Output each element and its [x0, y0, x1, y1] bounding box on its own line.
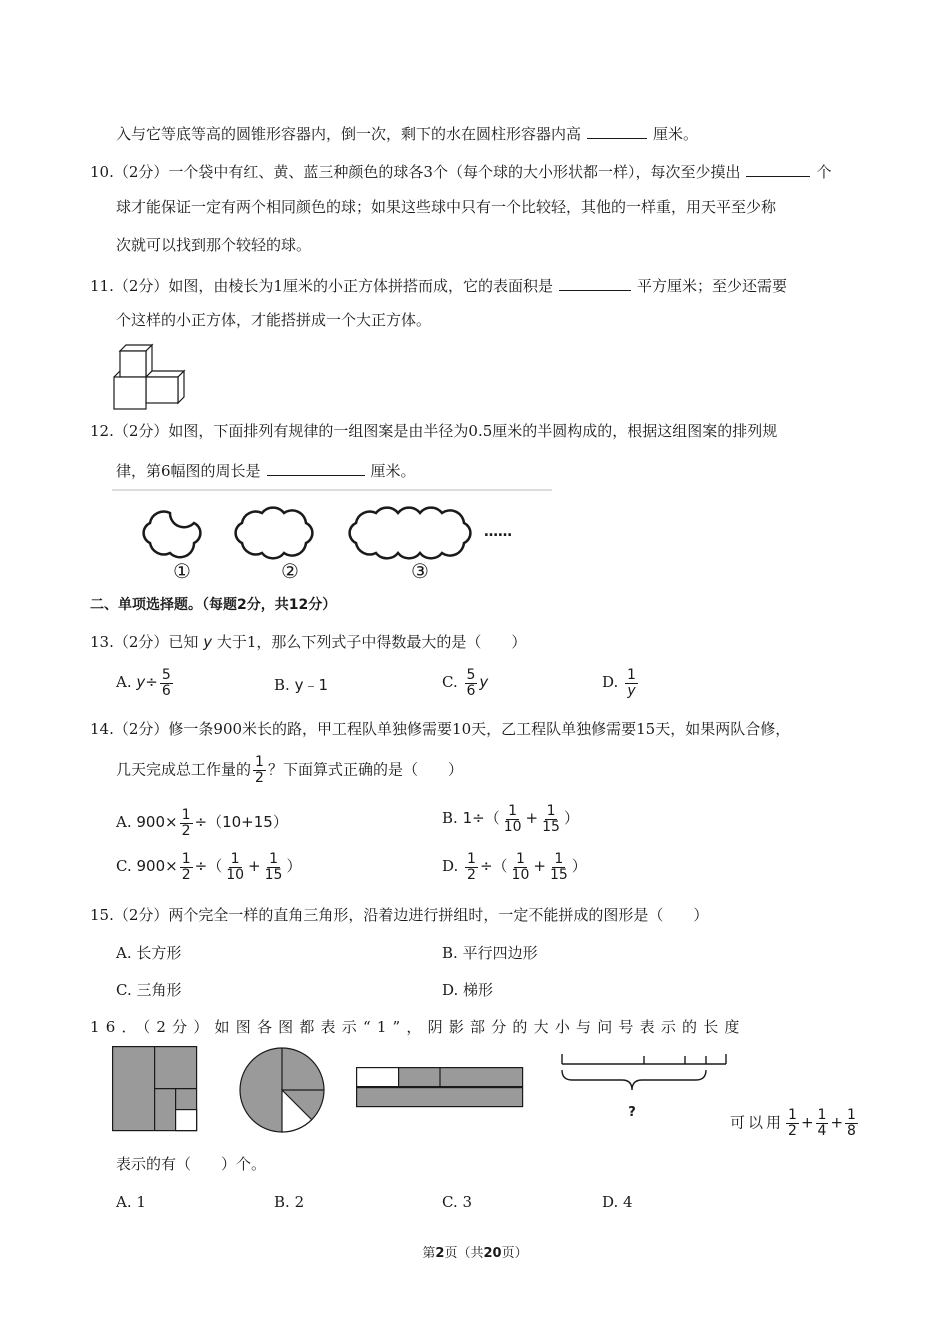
footer-mid: 页（共: [444, 1246, 484, 1261]
q9-line: [116, 124, 698, 142]
q16-option-a-text: 1: [136, 1193, 146, 1211]
q16-frac-eighth: $\frac{1}{8}$: [847, 1107, 856, 1139]
q14-option-b-pre: 1÷（: [462, 809, 500, 828]
q15-option-c-label: C.: [116, 981, 132, 999]
q12-score: （2分）: [113, 422, 169, 440]
q13-option-c-var: y: [479, 673, 489, 692]
q14-option-a-frac: $\frac{1}{2}$: [181, 807, 191, 839]
q14-option-d-mid: ÷（: [479, 857, 508, 876]
q12-cloud-figure: [112, 488, 552, 583]
q12-line1: [90, 424, 777, 439]
q13-option-d-frac: $\frac{1}{y}$: [627, 667, 636, 699]
q16-text: 如图各图都表示“1”，阴影部分的大小与问号表示的长度: [214, 1018, 746, 1036]
q14-option-c-frac-1: $\frac{1}{10}$: [226, 851, 245, 883]
q15-score: （2分）: [113, 906, 169, 924]
q15-text: 两个完全一样的直角三角形，沿着边进行拼组时，一定不能拼成的图形是（ ）: [168, 906, 709, 924]
q12-label-2: ②: [281, 559, 299, 583]
q16-question-mark: ?: [628, 1105, 636, 1120]
q16-bar-figure: [356, 1067, 524, 1109]
q14-line2: [116, 755, 463, 785]
q13-option-d[interactable]: [602, 668, 640, 698]
q16-option-a[interactable]: [116, 1195, 146, 1210]
q14-option-a-pre: 900×: [136, 813, 178, 832]
q13-number: 13.: [90, 633, 114, 651]
q14-number: 14.: [90, 720, 114, 738]
q14-option-c[interactable]: [116, 852, 301, 882]
q15-stem: [90, 908, 708, 923]
footer-post: 页）: [501, 1246, 528, 1261]
q15-option-d-label: D.: [442, 981, 459, 999]
q16-frac-half: $\frac{1}{2}$: [788, 1107, 797, 1139]
q11-number: 11.: [90, 277, 114, 295]
q13-option-c[interactable]: [442, 668, 488, 698]
q15-option-a-text: 长方形: [136, 944, 182, 962]
q15-option-b-text: 平行四边形: [462, 944, 538, 962]
q14-option-b-frac-2: $\frac{1}{15}$: [542, 803, 560, 835]
q14-frac: $\frac{1}{2}$: [255, 754, 264, 786]
q11-text-a: 如图，由棱长为1厘米的小正方体拼搭而成，它的表面积是: [168, 277, 553, 295]
q12-answer-blank[interactable]: [267, 461, 365, 476]
q15-option-b-label: B.: [442, 944, 458, 962]
q14-option-b-label: B.: [442, 809, 458, 828]
q14-option-d[interactable]: [442, 852, 587, 882]
q16-option-b-label: B.: [274, 1193, 290, 1211]
q16-option-d[interactable]: [602, 1195, 633, 1210]
q14-option-b-frac-1: $\frac{1}{10}$: [503, 803, 522, 835]
q9-text: 入与它等底等高的圆锥形容器内，倒一次，剩下的水在圆柱形容器内高: [116, 125, 582, 143]
q16-stem: [90, 1020, 746, 1035]
q16-score: （2分）: [142, 1018, 215, 1036]
q13-option-b-text: y﹣1: [294, 676, 328, 694]
q16-plus-1: +: [800, 1113, 814, 1132]
q14-option-c-mid: ÷（: [194, 857, 223, 876]
q9-unit: 厘米。: [653, 125, 699, 143]
q14-option-d-label: D.: [442, 857, 459, 876]
q10-line2: 球才能保证一定有两个相同颜色的球；如果这些球中只有一个比较轻，其他的一样重，用天平至少称: [116, 198, 777, 216]
q16-option-b-text: 2: [294, 1193, 305, 1211]
q13-option-b[interactable]: [274, 678, 328, 693]
section-2-title: 二、单项选择题。（每题2分，共12分）: [90, 597, 337, 613]
q12-line2: [116, 461, 416, 479]
q16-tail: [730, 1108, 860, 1138]
q12-ellipsis: ……: [484, 524, 512, 540]
page-footer: [0, 1247, 950, 1260]
q13-var: y: [203, 633, 213, 651]
q16-option-c[interactable]: [442, 1195, 472, 1210]
q15-option-b[interactable]: [442, 946, 538, 961]
q14-option-c-label: C.: [116, 857, 132, 876]
q15-option-c[interactable]: [116, 983, 182, 998]
q13-option-a-label: A.: [116, 673, 132, 692]
q13-option-d-label: D.: [602, 673, 619, 692]
q9-answer-blank[interactable]: [587, 124, 647, 139]
q16-option-c-label: C.: [442, 1193, 458, 1211]
q16-number: 16．: [90, 1018, 143, 1036]
q10-answer-blank-1[interactable]: [746, 162, 810, 177]
q14-line1: [90, 722, 790, 737]
q15-option-c-text: 三角形: [136, 981, 182, 999]
q15-number: 15.: [90, 906, 114, 924]
q14-score: （2分）: [113, 720, 169, 738]
q11-text-b: 平方厘米；至少还需要: [636, 277, 787, 295]
q11-cube-figure: [110, 337, 190, 412]
q14-option-d-frac-2: $\frac{1}{15}$: [549, 851, 568, 883]
q12-text-a: 律，第6幅图的周长是: [116, 462, 261, 480]
q16-line-figure: [560, 1050, 730, 1122]
q13-option-b-label: B.: [274, 676, 290, 694]
q15-option-d[interactable]: [442, 983, 493, 998]
q14-option-c-frac-0: $\frac{1}{2}$: [181, 851, 191, 883]
q14-option-a[interactable]: [116, 808, 288, 838]
q13-option-a[interactable]: [116, 668, 175, 698]
q13-option-a-frac: $\frac{5}{6}$: [161, 667, 171, 699]
q15-option-a-label: A.: [116, 944, 132, 962]
q14-option-d-frac-0: $\frac{1}{2}$: [467, 851, 476, 883]
q12-number: 12.: [90, 422, 114, 440]
q10-text-b: 个: [816, 163, 832, 181]
q16-option-d-text: 4: [623, 1193, 633, 1211]
q14-option-a-post: ÷（10+15）: [194, 813, 288, 832]
q13-option-c-label: C.: [442, 673, 458, 692]
q10-text-a: 一个袋中有红、黄、蓝三种颜色的球各3个（每个球的大小形状都一样），每次至少摸出: [168, 163, 741, 181]
q16-tail-text: 可以用: [730, 1113, 785, 1132]
q16-option-d-label: D.: [602, 1193, 619, 1211]
q10-line1: [90, 162, 831, 180]
q13-option-a-pre: y÷: [136, 673, 158, 692]
q14-option-c-post: ）: [286, 857, 302, 876]
q14-option-c-op: +: [248, 857, 261, 876]
q16-option-b[interactable]: [274, 1195, 304, 1210]
q11-line1: [90, 276, 787, 294]
footer-page-number: 2: [435, 1246, 445, 1261]
q11-answer-blank-1[interactable]: [559, 276, 631, 291]
q16-square-figure: [112, 1046, 198, 1132]
q13-text-a: 已知: [168, 633, 199, 651]
q14-option-c-frac-2: $\frac{1}{15}$: [264, 851, 283, 883]
q14-option-d-op: +: [533, 857, 546, 876]
q13-text-b: 大于1，那么下列式子中得数最大的是（ ）: [216, 633, 527, 651]
q14-option-d-frac-1: $\frac{1}{10}$: [511, 851, 530, 883]
q12-text: 如图，下面排列有规律的一组图案是由半径为0.5厘米的半圆构成的，根据这组图案的排列规: [168, 422, 778, 440]
q14-text-a: 几天完成总工作量的: [116, 760, 252, 779]
q12-text-b: 厘米。: [370, 462, 416, 480]
q12-label-3: ③: [411, 559, 429, 583]
footer-total-pages: 20: [483, 1246, 502, 1261]
q10-score: （2分）: [113, 163, 169, 181]
q10-number: 10.: [90, 163, 114, 181]
q16-option-c-text: 3: [462, 1193, 473, 1211]
q14-text: 修一条900米长的路，甲工程队单独修需要10天，乙工程队单独修需要15天，如果两队合修，: [168, 720, 791, 738]
q14-option-b-post: ）: [563, 809, 579, 828]
q16-plus-2: +: [830, 1113, 844, 1132]
q14-text-b: ？下面算式正确的是（ ）: [267, 760, 463, 779]
q13-option-c-frac: $\frac{5}{6}$: [466, 667, 476, 699]
q14-option-b-op: +: [525, 809, 539, 828]
q14-option-c-pre: 900×: [136, 857, 178, 876]
q14-option-a-label: A.: [116, 813, 132, 832]
q10-line3: 次就可以找到那个较轻的球。: [116, 236, 312, 254]
q12-label-1: ①: [173, 559, 191, 583]
q16-frac-quarter: $\frac{1}{4}$: [817, 1107, 827, 1139]
q11-score: （2分）: [113, 277, 169, 295]
q16-circle-figure: [238, 1046, 326, 1134]
q11-line2: 个这样的小正方体，才能搭拼成一个大正方体。: [116, 311, 432, 329]
q13-stem: [90, 635, 526, 650]
q15-option-d-text: 梯形: [463, 981, 494, 999]
q16-option-a-label: A.: [116, 1193, 132, 1211]
q14-option-d-post: ）: [571, 857, 587, 876]
q16-line3: 表示的有（ ）个。: [116, 1155, 267, 1173]
footer-pre: 第: [422, 1246, 436, 1261]
q13-score: （2分）: [113, 633, 169, 651]
q14-option-b[interactable]: [442, 804, 579, 834]
q15-option-a[interactable]: [116, 946, 181, 961]
